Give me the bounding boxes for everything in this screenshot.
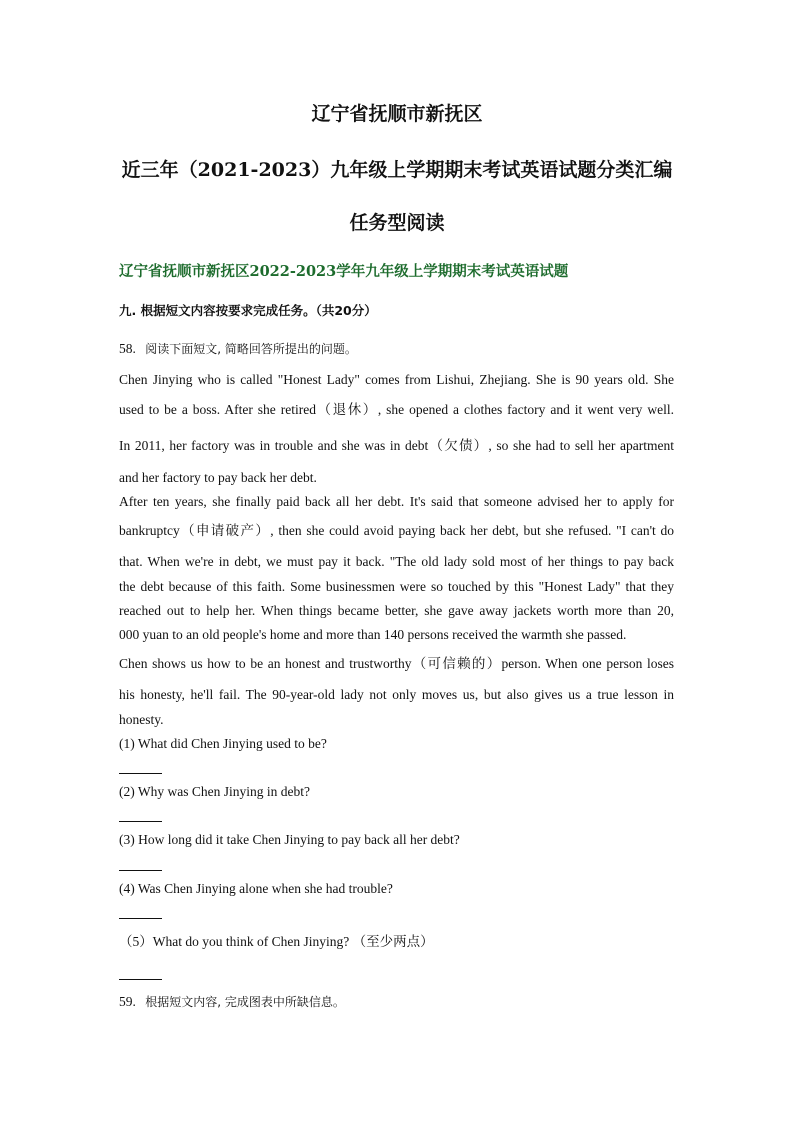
q58-instruction: 阅读下面短文, 简略回答所提出的问题。 xyxy=(145,342,357,356)
q58-number: 58. xyxy=(119,341,136,356)
passage-line: his honesty, he'll fail. The 90-year-old lady not only moves us, but also gives us a true lesson in xyxy=(119,687,674,702)
passage-line: reached out to help her. When things became better, she gave away jackets worth more than 20, xyxy=(119,603,674,618)
part-heading: 九. 根据短文内容按要求完成任务。（共20分） xyxy=(119,303,377,318)
passage-line: honesty. xyxy=(119,712,164,727)
question-2: (2) Why was Chen Jinying in debt? xyxy=(119,784,310,799)
question-1: (1) What did Chen Jinying used to be? xyxy=(119,736,327,751)
passage-line: bankruptcy（申请破产）, then she could avoid paying back her debt, but she refused. "I can't do xyxy=(119,523,674,538)
answer-blank-5[interactable] xyxy=(119,979,162,980)
passage-line: Chen shows us how to be an honest and trustworthy（可信赖的）person. When one person loses xyxy=(119,656,674,671)
q59-number: 59. xyxy=(119,994,136,1009)
passage-line: In 2011, her factory was in trouble and she was in debt（欠债）, so she had to sell her apartment xyxy=(119,438,674,453)
passage-line: and her factory to pay back her debt. xyxy=(119,470,317,485)
answer-blank-1[interactable] xyxy=(119,773,162,774)
question-4: (4) Was Chen Jinying alone when she had trouble? xyxy=(119,881,393,896)
section-title: 辽宁省抚顺市新抚区2022-2023学年九年级上学期期末考试英语试题 xyxy=(119,263,569,280)
document-title-region: 辽宁省抚顺市新抚区 xyxy=(311,103,483,125)
q59-instruction: 根据短文内容, 完成图表中所缺信息。 xyxy=(145,995,345,1009)
answer-blank-4[interactable] xyxy=(119,918,162,919)
passage-line: the debt because of this faith. Some businessmen were so touched by this "Honest Lady" that they xyxy=(119,579,674,594)
q59-header xyxy=(119,993,345,1011)
document-title-main: 近三年（2021-2023）九年级上学期期末考试英语试题分类汇编 xyxy=(121,159,673,181)
question-3: (3) How long did it take Chen Jinying to pay back all her debt? xyxy=(119,832,460,847)
passage-line: used to be a boss. After she retired（退休）, she opened a clothes factory and it went very well. xyxy=(119,402,674,417)
document-title-topic: 任务型阅读 xyxy=(349,212,445,234)
answer-blank-3[interactable] xyxy=(119,870,162,871)
q58-header xyxy=(119,340,357,358)
question-5: （5）What do you think of Chen Jinying? （至少两点） xyxy=(119,934,434,949)
passage-line: that. When we're in debt, we must pay it back. "The old lady sold most of her things to pay back xyxy=(119,554,674,569)
passage-line: After ten years, she finally paid back all her debt. It's said that someone advised her to apply for xyxy=(119,494,674,509)
answer-blank-2[interactable] xyxy=(119,821,162,822)
passage-line: Chen Jinying who is called "Honest Lady" comes from Lishui, Zhejiang. She is 90 years old. She xyxy=(119,372,674,387)
passage-line: 000 yuan to an old people's home and more than 140 persons received the warmth she passed. xyxy=(119,627,627,642)
